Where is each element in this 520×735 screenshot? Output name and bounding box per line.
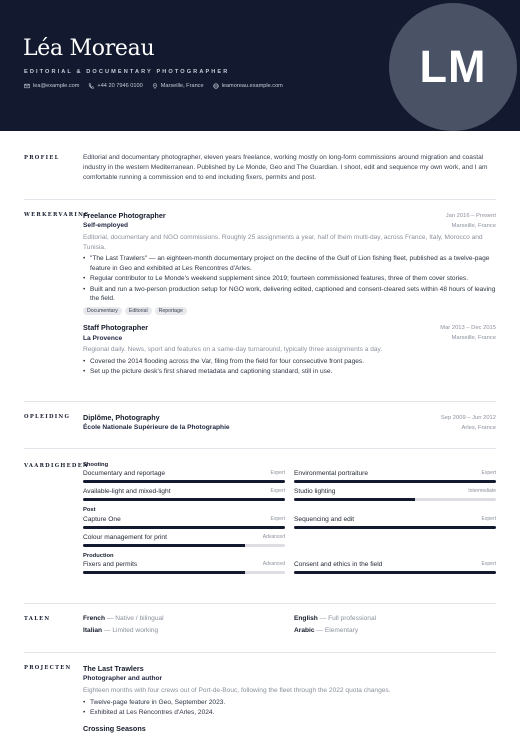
skill-bar-fill	[294, 498, 415, 501]
achievement-item: • Set up the picture desk's first shared metadata and captioning standard, still in use.	[83, 367, 496, 377]
skill-name: Fixers and permits	[83, 561, 138, 569]
education-label: OPLEIDING	[24, 414, 71, 420]
skill-grid	[83, 560, 496, 578]
project-entry	[83, 664, 496, 718]
language-item	[294, 614, 496, 624]
language-name: Arabic	[294, 626, 315, 634]
skill-bar-fill	[294, 571, 496, 574]
project-title: Crossing Seasons	[83, 723, 146, 733]
achievement-item: • Regular contributor to Le Monde's weekend supplement since 2019; fourteen commissioned features, three of them cover stories.	[83, 274, 496, 284]
language-name: English	[294, 615, 318, 622]
skill-item	[294, 487, 496, 505]
skill-bar	[83, 480, 285, 483]
skill-bar-fill	[83, 571, 245, 574]
skill-bar-fill	[83, 498, 285, 501]
achievement-item: • "The Last Trawlers" — an eighteen-month documentary project on the decline of the Gulf of Lion fishing fleet, published as a twelve-page feature in Geo and exhibited at Les Rencontres d'Arles.	[83, 254, 496, 273]
skill-level: Expert	[481, 561, 496, 568]
contact-phone-text: +44 20 7946 0100	[97, 83, 143, 89]
skill-level: Advanced	[262, 561, 285, 568]
skill-bar	[83, 571, 285, 574]
language-item	[83, 626, 294, 636]
project-entry	[83, 724, 496, 734]
job-dates: Jan 2016 – Present	[445, 213, 496, 219]
language-level: Elementary	[324, 626, 359, 634]
project-role: Photographer and author	[83, 675, 163, 683]
skill-bar-fill	[294, 480, 496, 483]
job-description: Editorial, documentary and NGO commissions. Roughly 25 assignments a year, half of them multi-day, across France, Italy, Morocco and Tunisia.	[83, 233, 483, 251]
profile-summary: Editorial and documentary photographer, eleven years freelance, working mostly on long-form commissions around migration and coastal industry in the western Mediterranean. Published by Le Monde, Geo and The Guardian. I shoot, edit and sequence my own work, and I am comfortable running a commission end to end including fixers, permits and post.	[83, 154, 488, 181]
education-dates: Sep 2009 – Jun 2012	[440, 415, 496, 421]
project-bullets	[83, 698, 496, 718]
language-level: Full professional	[328, 615, 377, 622]
education-entry	[83, 413, 496, 433]
section-divider	[24, 401, 496, 402]
language-level: Native / bilingual	[115, 615, 164, 622]
globe-icon	[213, 83, 219, 89]
job-location: Marseille, France	[451, 223, 496, 229]
skill-bar	[294, 480, 496, 483]
skill-level: Advanced	[262, 533, 285, 540]
achievement-item: • Built and run a two-person production setup for NGO work, delivering edited, captioned and consent-cleared sets within 48 hours of leaving the field.	[83, 285, 496, 304]
language-level-sep: —	[106, 615, 114, 622]
skill-bar	[83, 544, 285, 547]
location-pin-icon	[152, 83, 158, 89]
skill-group-title: Production	[83, 552, 114, 559]
candidate-name: Léa Moreau	[23, 36, 155, 61]
skill-bar	[294, 498, 496, 501]
skill-item	[83, 469, 285, 487]
language-item	[294, 626, 496, 636]
job-title: Freelance Photographer	[83, 211, 166, 220]
tag: Documentary	[83, 307, 122, 316]
skill-name: Studio lighting	[294, 488, 336, 496]
skill-bar	[294, 571, 496, 574]
project-description: Eighteen months with four crews out of Port-de-Bouc, following the fleet through the 2022 quota changes.	[83, 686, 391, 694]
skill-bar-fill	[83, 544, 245, 547]
employer: Self-employed	[83, 222, 129, 230]
skill-level: Expert	[270, 515, 285, 522]
skill-bar	[294, 526, 496, 529]
school-name: École Nationale Supérieure de la Photographie	[83, 424, 230, 432]
skill-level: Intermediate	[468, 488, 496, 495]
education-location: Arles, France	[461, 425, 496, 431]
language-level-sep: —	[316, 626, 323, 634]
achievement-list	[83, 254, 496, 304]
achievement-list	[83, 357, 496, 377]
skill-grid	[83, 469, 496, 505]
section-divider	[24, 652, 496, 653]
skill-item	[294, 560, 496, 578]
skill-group-title: Post	[83, 507, 96, 514]
experience-entry	[83, 323, 496, 377]
skill-grid	[83, 515, 496, 551]
skill-bar	[83, 498, 285, 501]
experience-entry	[83, 211, 496, 315]
skill-bar	[83, 526, 285, 529]
contact-website[interactable]	[213, 82, 283, 90]
skill-name: Consent and ethics in the field	[294, 561, 383, 569]
project-bullet: • Twelve-page feature in Geo, September 2023.	[83, 698, 496, 708]
contact-list	[24, 82, 283, 90]
skill-bar-fill	[294, 526, 496, 529]
skills-label: VAARDIGHEDEN	[24, 463, 89, 469]
employer: La Provence	[83, 334, 123, 342]
contact-website-text: leamoreau.example.com	[221, 83, 283, 89]
skill-name: Environmental portraiture	[294, 470, 369, 478]
skill-bar-fill	[83, 480, 285, 483]
language-level-sep: —	[103, 626, 111, 634]
skill-item	[294, 515, 496, 533]
skill-level: Expert	[270, 488, 285, 495]
contact-location	[152, 82, 204, 90]
job-title: Staff Photographer	[83, 323, 149, 333]
skill-level: Expert	[270, 470, 285, 477]
contact-email-text: lea@example.com	[33, 83, 80, 89]
language-level: Limited working	[112, 626, 159, 634]
skill-name: Available-light and mixed-light	[83, 488, 171, 496]
skill-name: Capture One	[83, 515, 121, 523]
skill-item	[294, 469, 496, 487]
contact-location-text: Marseille, France	[160, 83, 204, 89]
skill-bar-fill	[83, 526, 285, 529]
skill-name: Sequencing and edit	[294, 515, 355, 523]
section-divider	[24, 448, 496, 449]
language-level-sep: —	[319, 615, 327, 622]
language-name: French	[83, 615, 105, 622]
profile-label: PROFIEL	[24, 155, 60, 161]
project-title: The Last Trawlers	[83, 664, 144, 673]
skill-item	[83, 560, 285, 578]
contact-email[interactable]	[24, 82, 79, 90]
skill-level: Expert	[481, 515, 496, 522]
resume-header	[0, 0, 520, 131]
candidate-headline: EDITORIAL & DOCUMENTARY PHOTOGRAPHER	[24, 69, 230, 75]
experience-label: WERKERVARING	[24, 212, 90, 218]
tag: Editorial	[125, 307, 152, 316]
job-description: Regional daily. News, sport and features on a same-day turnaround, typically three assignments a day.	[83, 346, 383, 354]
tag-list	[83, 307, 496, 316]
achievement-item: • Covered the 2014 flooding across the Var, filing from the field for four consecutive front pages.	[83, 357, 496, 367]
language-name: Italian	[83, 626, 103, 634]
job-location: Marseille, France	[451, 335, 496, 342]
skill-item	[83, 533, 285, 551]
skill-level: Expert	[481, 470, 496, 477]
skill-item	[83, 487, 285, 505]
skill-group-title: Shooting	[83, 462, 109, 468]
languages-label: TALEN	[24, 616, 51, 622]
skill-name: Documentary and reportage	[83, 470, 166, 478]
degree-title: Diplôme, Photography	[83, 413, 160, 422]
project-bullet: • Exhibited at Les Rencontres d'Arles, 2024.	[83, 708, 496, 718]
section-divider	[24, 603, 496, 604]
mail-icon	[24, 83, 30, 89]
projects-label: PROJECTEN	[24, 665, 72, 671]
section-divider	[24, 199, 496, 200]
language-item	[83, 614, 294, 624]
phone-icon	[88, 83, 94, 89]
contact-phone[interactable]	[88, 82, 142, 90]
tag: Reportage	[155, 307, 187, 316]
skill-item	[83, 515, 285, 533]
skill-name: Colour management for print	[83, 533, 167, 541]
language-list	[83, 614, 496, 635]
job-dates: Mar 2013 – Dec 2015	[440, 325, 496, 332]
monogram-avatar: LM	[389, 3, 517, 131]
